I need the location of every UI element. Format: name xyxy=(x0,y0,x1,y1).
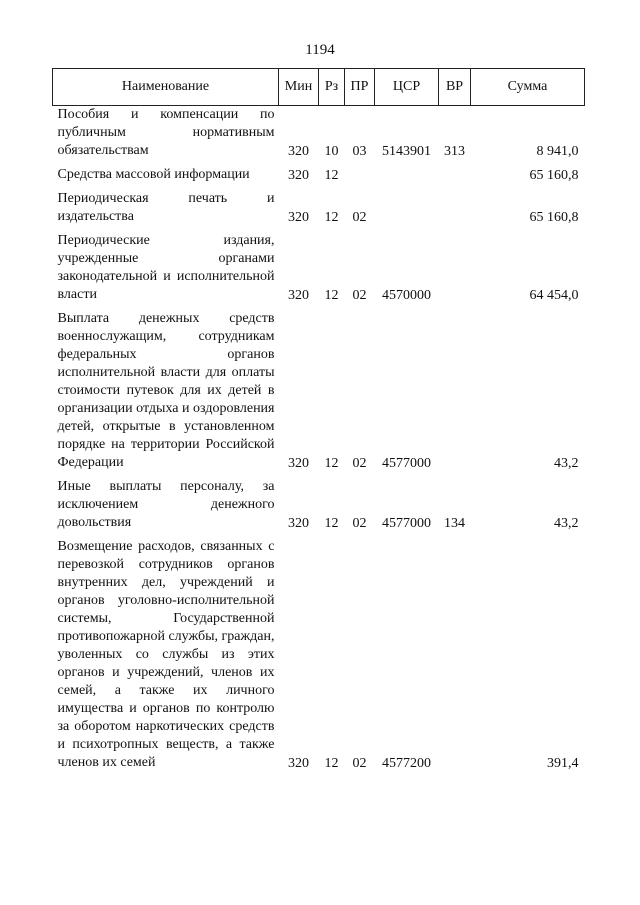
row-pr: 02 xyxy=(352,210,367,225)
header-csr: ЦСР xyxy=(375,69,439,106)
row-name: Возмещение расходов, связанных с перевозкой сотрудников органов внутренних дел, учреждений и органов уголовно-исполнительной системы, Государственной противопожарной службы, граждан, уволенных со службы из этих органов и учреждений, членов их семей, а также их личного имущества и органов по контролю за оборотом наркотических средств и психотропных веществ, а также членов их семей xyxy=(57,539,275,770)
table-row xyxy=(53,473,585,533)
row-name: Выплата денежных средств военнослужащим, сотрудникам федеральных органов исполнительной власти для оплаты стоимости путевок для их детей в организации отдыха и оздоровления детей, открытые в установленном порядке на территории Российской Федерации xyxy=(57,311,275,470)
row-sum: 391,4 xyxy=(547,756,579,771)
row-sum: 65 160,8 xyxy=(529,210,579,225)
row-pr: 02 xyxy=(352,288,367,303)
page-number: 1194 xyxy=(305,42,335,58)
budget-table xyxy=(52,68,585,773)
row-min: 320 xyxy=(288,168,309,183)
table-header-row xyxy=(53,69,585,106)
row-min: 320 xyxy=(288,288,309,303)
table-row xyxy=(53,533,585,773)
row-pr xyxy=(345,161,375,185)
row-csr: 4570000 xyxy=(382,288,431,303)
row-name: Периодические издания, учрежденные органами законодательной и исполнительной власти xyxy=(57,233,275,302)
table-row xyxy=(53,227,585,305)
row-rz: 12 xyxy=(324,168,339,183)
row-csr xyxy=(375,185,439,227)
row-vr xyxy=(439,185,471,227)
row-pr: 02 xyxy=(352,516,367,531)
table-row xyxy=(53,305,585,473)
table-row xyxy=(53,106,585,162)
row-vr xyxy=(439,305,471,473)
row-min: 320 xyxy=(288,756,309,771)
header-min: Мин xyxy=(279,69,319,106)
row-sum: 43,2 xyxy=(554,456,579,471)
row-csr: 5143901 xyxy=(382,144,431,159)
row-pr: 03 xyxy=(352,144,367,159)
row-csr: 4577200 xyxy=(382,756,431,771)
row-sum: 65 160,8 xyxy=(529,168,579,183)
row-vr: 313 xyxy=(444,144,465,159)
row-vr xyxy=(439,227,471,305)
row-name: Иные выплаты персоналу, за исключением денежного довольствия xyxy=(57,479,275,530)
header-vr: ВР xyxy=(439,69,471,106)
row-pr: 02 xyxy=(352,456,367,471)
row-name: Средства массовой информации xyxy=(57,167,250,182)
row-name: Пособия и компенсации по публичным нормативным обязательствам xyxy=(57,107,275,158)
row-rz: 12 xyxy=(324,288,339,303)
row-sum: 8 941,0 xyxy=(536,144,579,159)
header-sum: Сумма xyxy=(471,69,585,106)
header-rz: Рз xyxy=(319,69,345,106)
row-min: 320 xyxy=(288,144,309,159)
header-pr: ПР xyxy=(345,69,375,106)
row-vr: 134 xyxy=(444,516,465,531)
row-vr xyxy=(439,161,471,185)
row-min: 320 xyxy=(288,516,309,531)
row-csr: 4577000 xyxy=(382,456,431,471)
row-sum: 64 454,0 xyxy=(529,288,579,303)
row-vr xyxy=(439,533,471,773)
row-csr xyxy=(375,161,439,185)
row-rz: 10 xyxy=(324,144,339,159)
row-rz: 12 xyxy=(324,210,339,225)
row-rz: 12 xyxy=(324,516,339,531)
row-name: Периодическая печать и издательства xyxy=(57,191,275,224)
row-rz: 12 xyxy=(324,456,339,471)
row-rz: 12 xyxy=(324,756,339,771)
row-min: 320 xyxy=(288,456,309,471)
row-pr: 02 xyxy=(352,756,367,771)
row-csr: 4577000 xyxy=(382,516,431,531)
header-name: Наименование xyxy=(53,69,279,106)
row-min: 320 xyxy=(288,210,309,225)
row-sum: 43,2 xyxy=(554,516,579,531)
table-row xyxy=(53,185,585,227)
table-row xyxy=(53,161,585,185)
